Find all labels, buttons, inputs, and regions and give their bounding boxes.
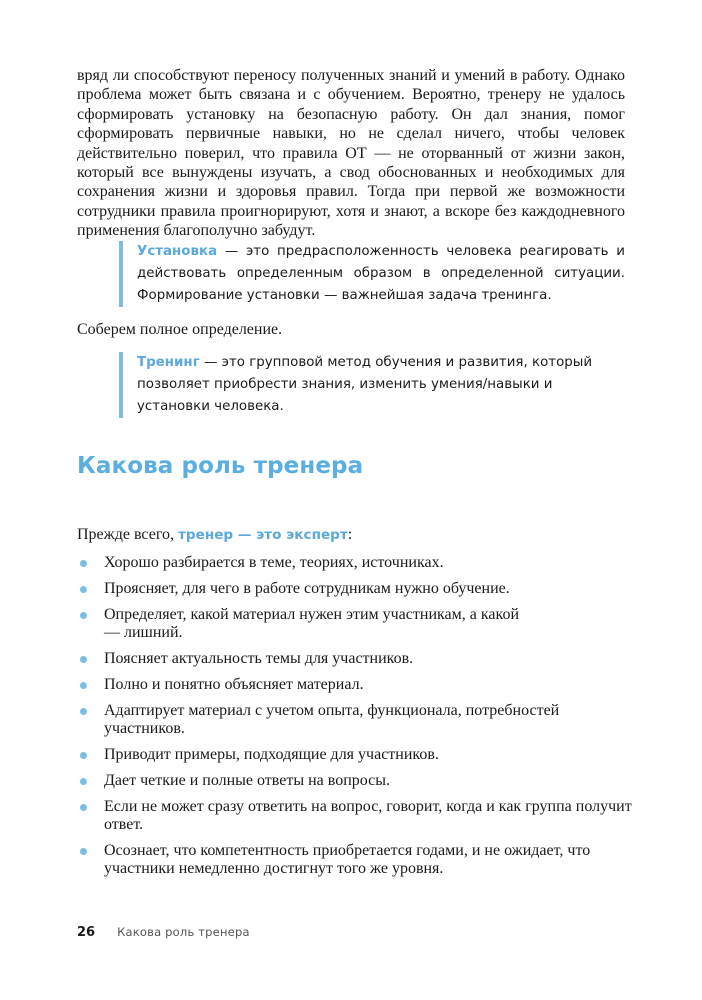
list-item-text: Поясняет актуальность темы для участников. [104,650,414,667]
bullet-icon [80,560,87,567]
running-title: Какова роль тренера [117,925,250,939]
list-item-text: Адаптирует материал с учетом опыта, функционала, потребностей участников. [104,702,560,737]
bullet-icon [80,708,87,715]
callout-term: Тренинг [137,355,200,370]
bullet-icon [80,848,87,855]
callout-term: Установка [137,244,218,259]
bullet-icon [80,656,87,663]
section-heading: Какова роль тренера [77,453,364,479]
list-item-text: Хорошо разбирается в теме, теориях, источниках. [104,554,444,571]
list-item-text: Дает четкие и полные ответы на вопросы. [104,772,391,789]
bullet-icon [80,752,87,759]
body-paragraph-short: Соберем полное определение. [77,321,283,338]
expert-qualities-list [77,554,632,886]
page-number: 26 [77,925,96,940]
intro-highlight: тренер — это эксперт [177,527,348,543]
list-item [77,772,625,790]
bullet-icon [80,586,87,593]
callout-definition-text: — это предрасположенность человека реагировать и действовать определенным образом в определенной ситуации. Формирование установки — важнейшая задача тренинга. [137,244,625,303]
list-item [77,554,625,572]
bullet-icon [80,682,87,689]
intro-prefix: Прежде всего, [77,526,178,543]
page-footer [77,925,250,940]
list-item [77,842,629,878]
list-item [77,702,624,738]
bullet-icon [80,804,87,811]
section-intro [77,525,625,545]
bullet-icon [80,612,87,619]
list-item-text: Полно и понятно объясняет материал. [104,676,364,693]
list-item-text: Проясняет, для чего в работе сотрудникам нужно обучение. [104,580,510,597]
list-item [77,606,534,642]
list-item [77,746,625,764]
body-paragraph: вряд ли способствуют переносу полученных знаний и умений в работу. Однако проблема может быть связана и с обучением. Вероятно, тренеру не удалось сформировать установку на безопасную работу. Он дал знания, помог сформировать первичные навыки, но не сделал ничего, чтобы человек действительно поверил, что правила ОТ — не оторванный от жизни закон, который все вынуждены изучать, а свод обоснованных и необходимых для сохранения жизни и здоровья правил. Тогда при первой же возможности сотрудники правила проигнорируют, хотя и знают, а вскоре без каждодневного применения благополучно забудут. [77,67,625,240]
list-item-text: Приводит примеры, подходящие для участников. [104,746,439,763]
list-item [77,650,625,668]
list-item [77,580,625,598]
list-item [77,676,625,694]
list-item [77,798,639,834]
list-item-text: Осознает, что компетентность приобретается годами, и не ожидает, что участники немедленно достигнут того же уровня. [104,842,591,877]
intro-suffix: : [347,526,353,543]
definition-callout-trening [119,352,625,418]
callout-definition-text: — это групповой метод обучения и развития, который позволяет приобрести знания, изменить умения/навыки и установки человека. [137,355,593,414]
list-item-text: Если не может сразу ответить на вопрос, говорит, когда и как группа получит ответ. [104,798,632,833]
list-item-text: Определяет, какой материал нужен этим участникам, а какой — лишний. [104,606,520,641]
bullet-icon [80,778,87,785]
definition-callout-ustanovka [119,241,625,307]
